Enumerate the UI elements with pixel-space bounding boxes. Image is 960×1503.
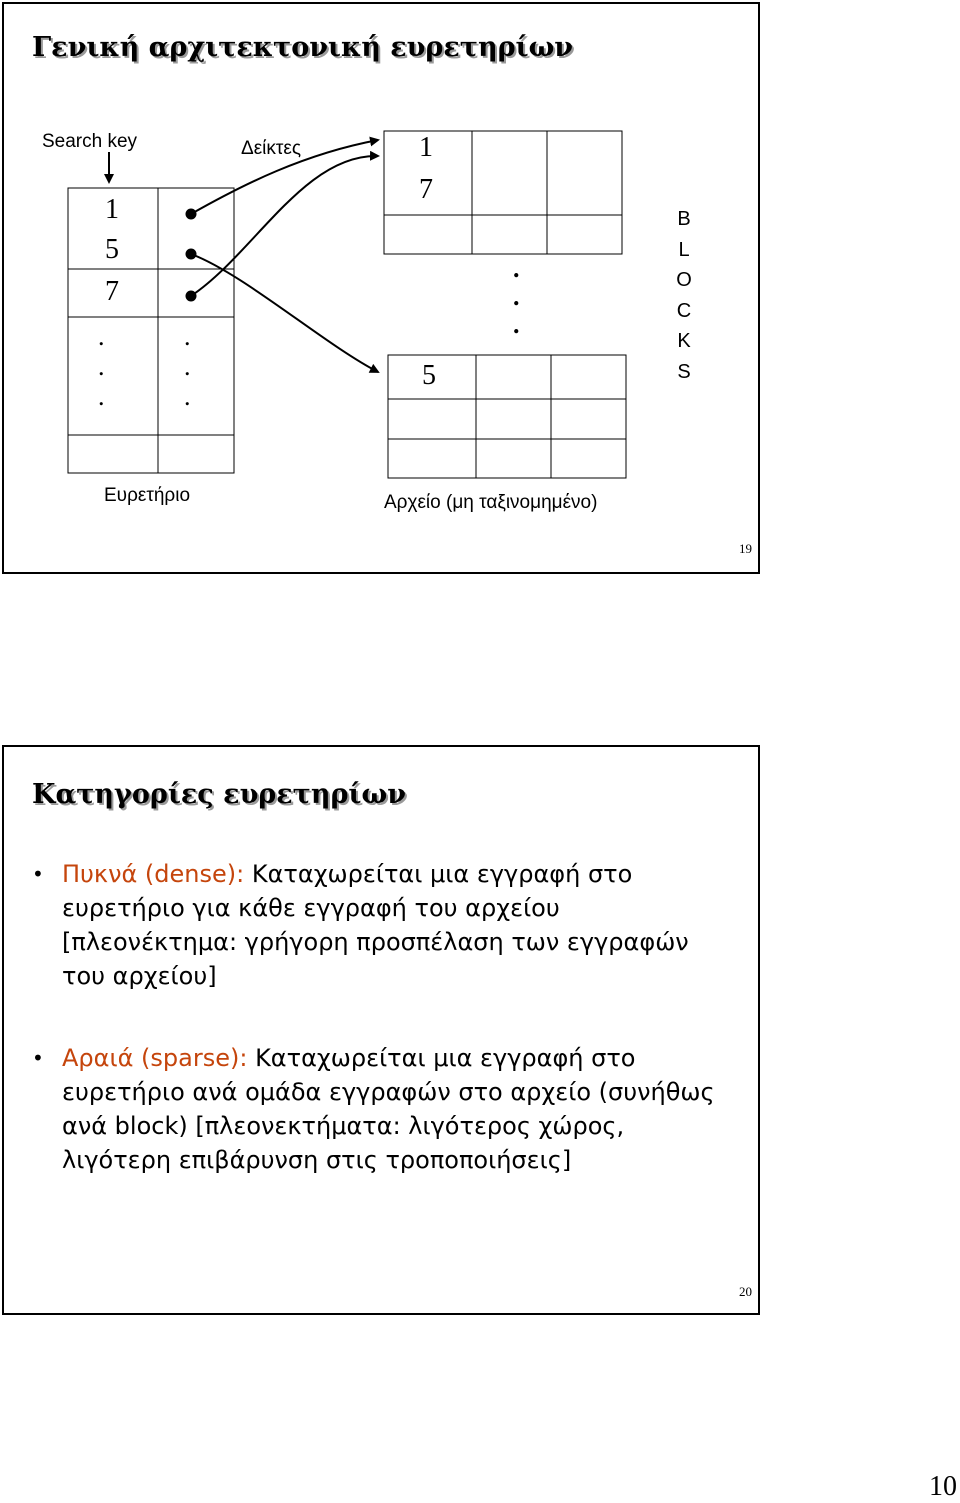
index-key: 1	[105, 194, 119, 225]
file-record-key: 7	[419, 174, 433, 205]
file-record-key: 1	[419, 132, 433, 163]
ellipsis-dot: .	[513, 254, 520, 283]
ellipsis-dot: .	[513, 282, 520, 311]
index-key: 5	[105, 234, 119, 265]
bullet-list	[32, 857, 732, 1177]
file-caption: Αρχείο (μη ταξινομημένο)	[384, 492, 598, 513]
ellipsis-dot: .	[184, 382, 191, 411]
slide-title: Γενική αρχιτεκτονική ευρετηρίων	[32, 32, 574, 63]
bullet-text: Καταχωρείται μια εγγραφή στο ευρετήριο για κάθε εγγραφή του αρχείου [πλεονέκτημα: γρήγορη προσπέλαση των εγγραφών του αρχείου]	[62, 860, 689, 990]
blocks-label: BLOCKS	[676, 208, 692, 383]
ellipsis-dot: .	[513, 310, 520, 339]
ellipsis-dot: .	[184, 352, 191, 381]
slide-index-categories	[2, 745, 760, 1315]
pointer-arrow	[191, 156, 378, 296]
slide-number: 19	[739, 541, 752, 556]
slide-architecture	[2, 2, 760, 574]
pointers-label: Δείκτες	[241, 138, 302, 159]
index-caption: Ευρετήριο	[104, 485, 191, 506]
file-record-key: 5	[422, 360, 436, 391]
page-number: 10	[929, 1471, 957, 1502]
ellipsis-dot: .	[98, 382, 105, 411]
index-table	[68, 188, 234, 473]
ellipsis-dot: .	[98, 322, 105, 351]
ellipsis-dot: .	[98, 352, 105, 381]
pointer-arrow	[191, 254, 378, 372]
slide-number: 20	[739, 1284, 752, 1299]
bullet-text: Καταχωρείται μια εγγραφή στο ευρετήριο ανά ομάδα εγγραφών στο αρχείο (συνήθως ανά block) [πλεονεκτήματα: λιγότερος χώρος, λιγότερη επιβάρυνση στις τροποποιήσεις]	[62, 1044, 715, 1174]
bullet-item	[32, 1041, 732, 1177]
bullet-item	[32, 857, 732, 993]
index-key: 7	[105, 276, 119, 307]
ellipsis-dot: .	[184, 322, 191, 351]
slide-title: Κατηγορίες ευρετηρίων	[32, 779, 406, 810]
bullet-term: Πυκνά (dense):	[62, 860, 245, 888]
bullet-term: Αραιά (sparse):	[62, 1044, 248, 1072]
search-key-label: Search key	[42, 131, 138, 152]
